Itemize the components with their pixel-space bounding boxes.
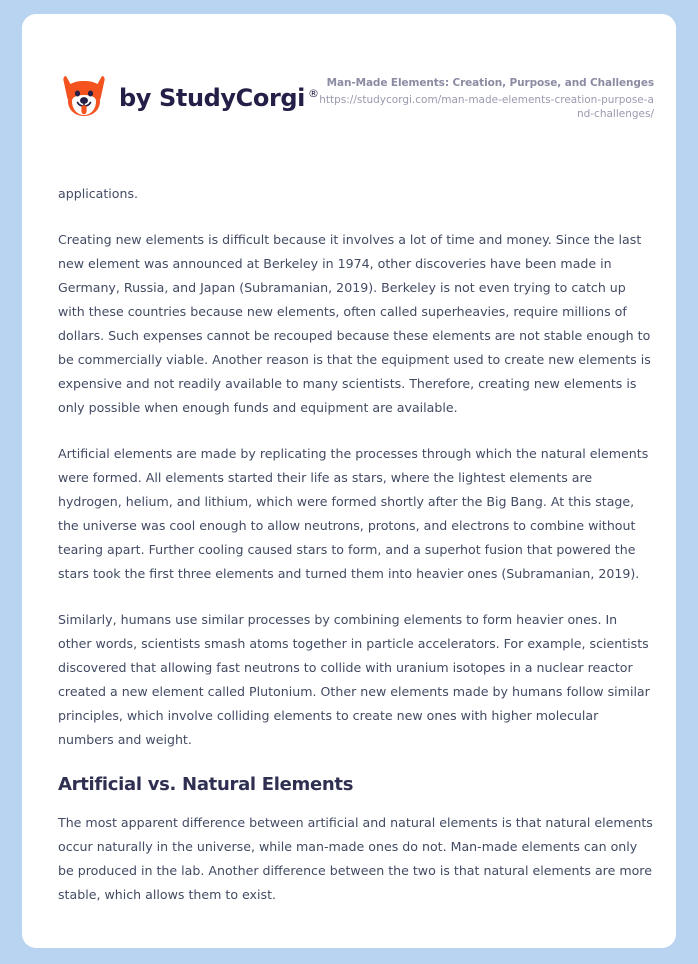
corgi-face-logo-icon <box>58 72 110 124</box>
studycorgi-branding <box>58 72 319 124</box>
document-header <box>22 14 676 152</box>
document-body <box>58 182 654 907</box>
paragraph: applications. <box>58 186 139 201</box>
paragraph: Similarly, humans use similar processes by combining elements to form heavier ones. In other words, scientists smash atoms together in particle accelerators. For example, scientists discovered that allowing fast neutrons to collide with uranium isotopes in a nuclear reactor created a new element called Plutonium. Other new elements made by humans follow similar principles, which involve colliding elements to create new ones with higher molecular numbers and weight. <box>58 612 650 747</box>
document-source-url[interactable]: https://studycorgi.com/man-made-elements-creation-purpose-and-challenges/ <box>319 94 654 120</box>
brand-text: by StudyCorgi <box>119 84 305 112</box>
brand-wordmark <box>119 84 319 112</box>
document-title: Man-Made Elements: Creation, Purpose, and Challenges <box>326 77 654 89</box>
document-meta <box>319 76 654 121</box>
paragraph: Creating new elements is difficult because it involves a lot of time and money. Since the last new element was announced at Berkeley in 1974, other discoveries have been made in Germany, Russia, and Japan (Subramanian, 2019). Berkeley is not even trying to catch up with these countries because new elements, often called superheavies, require millions of dollars. Such expenses cannot be recouped because these elements are not stable enough to be commercially viable. Another reason is that the equipment used to create new elements is expensive and not readily available to many scientists. Therefore, creating new elements is only possible when enough funds and equipment are available. <box>58 232 651 415</box>
section-heading: Artificial vs. Natural Elements <box>58 774 354 795</box>
paragraph: Artificial elements are made by replicating the processes through which the natural elements were formed. All elements started their life as stars, where the lightest elements are hydrogen, helium, and lithium, which were formed shortly after the Big Bang. At this stage, the universe was cool enough to allow neutrons, protons, and electrons to combine without tearing apart. Further cooling caused stars to form, and a superhot fusion that powered the stars took the first three elements and turned them into heavier ones (Subramanian, 2019). <box>58 446 649 581</box>
registered-trademark-icon: ® <box>308 87 319 100</box>
document-page-card <box>22 14 676 948</box>
paragraph: The most apparent difference between artificial and natural elements is that natural elements occur naturally in the universe, while man-made ones do not. Man-made elements can only be produced in the lab. Another difference between the two is that natural elements are more stable, which allows them to exist. <box>58 815 653 902</box>
